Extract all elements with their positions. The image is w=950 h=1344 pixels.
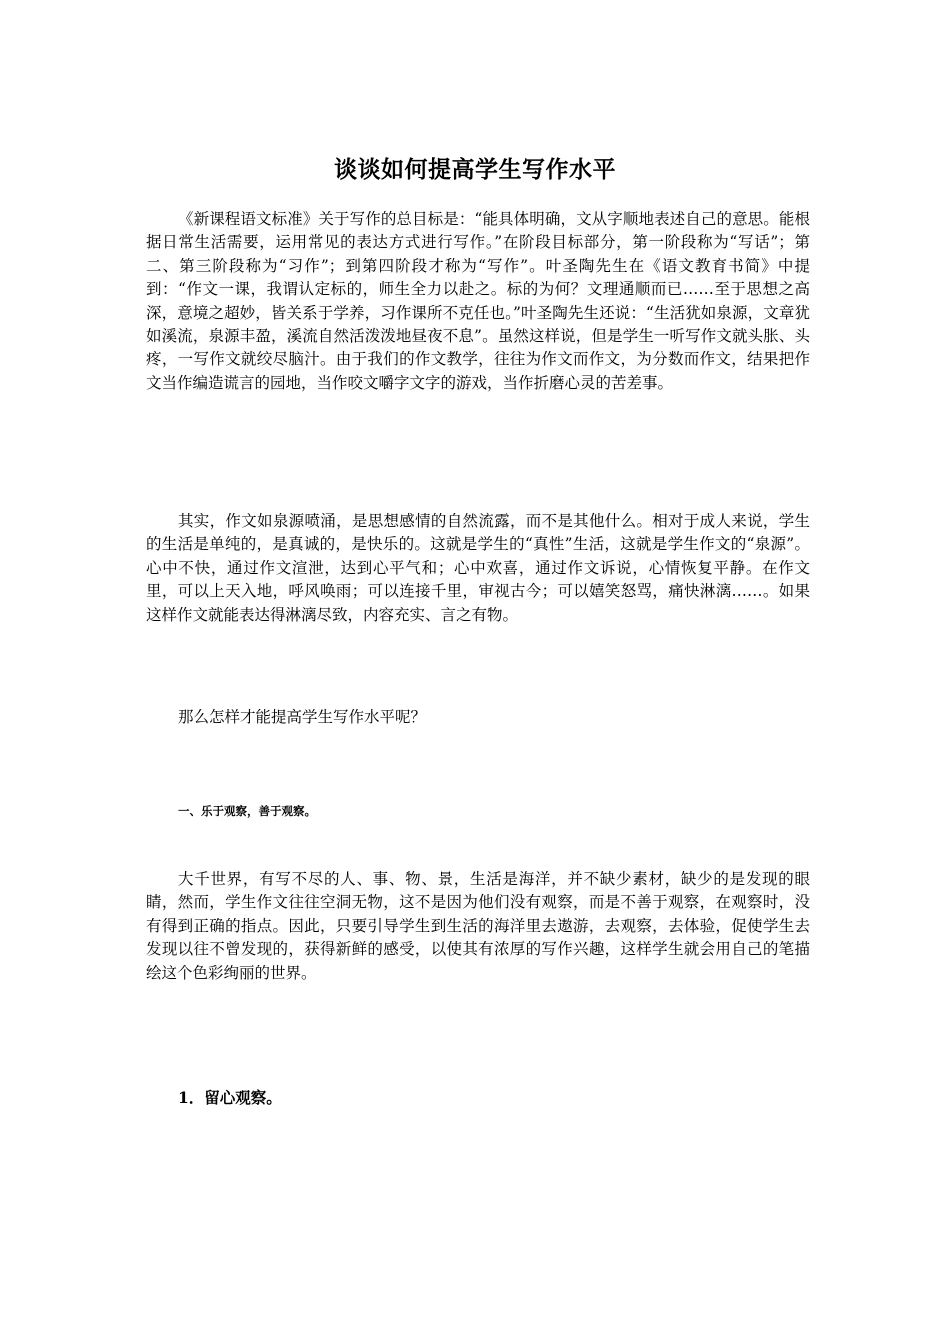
paragraph-writing-source: 其实，作文如泉源喷涌，是思想感情的自然流露，而不是其他什么。相对于成人来说，学生的生活是单纯的，是真诚的，是快乐的。这就是学生的“真性”生活，这就是学生作文的“泉源”。心中不快，通过作文渲泄，达到心平气和；心中欢喜，通过作文诉说，心情恢复平静。在作文里，可以上天入地，呼风唤雨；可以连接千里，审视古今；可以嬉笑怒骂，痛快淋漓……。如果这样作文就能表达得淋漓尽致，内容充实、言之有物。	[146, 512, 810, 624]
paragraph-writing-goals: 《新课程语文标准》关于写作的总目标是：“能具体明确，文从字顺地表述自己的意思。能根据日常生活需要，运用常见的表达方式进行写作。”在阶段目标部分，第一阶段称为“写话”；第二、第三阶段称为“习作”；到第四阶段才称为“写作”。叶圣陶先生在《语文教育书简》中提到：“作文一课，我谓认定标的，师生全力以赴之。标的为何？文理通顺而已……至于思想之高深，意境之超妙，皆关系于学养，习作课所不克任也。”叶圣陶先生还说：“生活犹如泉源，文章犹如溪流，泉源丰盈，溪流自然活泼泼地昼夜不息”。虽然这样说，但是学生一听写作文就头胀、头疼，一写作文就绞尽脑汁。由于我们的作文教学，往往为作文而作文，为分数而作文，结果把作文当作编造谎言的园地，当作咬文嚼字文字的游戏，当作折磨心灵的苦差事。	[146, 210, 810, 392]
section-heading-observation: 一、乐于观察，善于观察。	[178, 804, 316, 818]
paragraph-question: 那么怎样才能提高学生写作水平呢？	[178, 708, 427, 726]
document-title: 谈谈如何提高学生写作水平	[334, 156, 616, 183]
paragraph-observation: 大千世界，有写不尽的人、事、物、景，生活是海洋，并不缺少素材，缺少的是发现的眼睛，然而，学生作文往往空洞无物，这不是因为他们没有观察，而是不善于观察，在观察时，没有得到正确的指点。因此，只要引导学生到生活的海洋里去遨游，去观察，去体验，促使学生去发现以往不曾发现的，获得新鲜的感受，以使其有浓厚的写作兴趣，这样学生就会用自己的笔描绘这个色彩绚丽的世界。	[146, 870, 810, 982]
subsection-heading-careful-observation: 1．留心观察。	[178, 1088, 282, 1107]
